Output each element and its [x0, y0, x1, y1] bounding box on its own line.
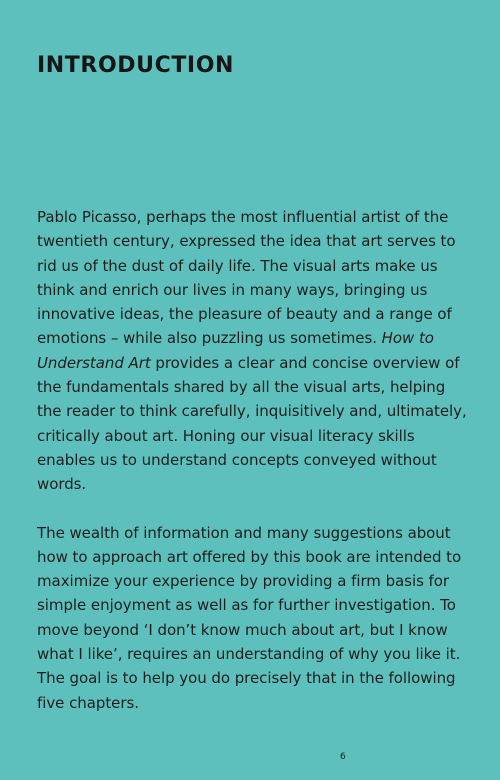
book-title-italic: How to Understand Art	[37, 329, 434, 372]
paragraph-1-text-end: provides a clear and concise overview of the fundamentals shared by all the visual arts, helping the reader to think carefully, inquisitively and, ultimately, critically about art. Honing our visual literacy skills enables us to understand concepts conveyed without words.	[37, 353, 467, 494]
paragraph-2: The wealth of information and many suggestions about how to approach art offered by this book are intended to maximize your experience by providing a firm basis for simple enjoyment as well as for further investigation. To move beyond ‘I don’t know much about art, but I know what I like’, requires an understanding of why you like it. The goal is to help you do precisely that in the following five chapters.	[37, 523, 462, 712]
paragraph-1	[37, 205, 467, 497]
chapter-heading: INTRODUCTION	[37, 53, 235, 78]
body-text	[37, 205, 467, 715]
page-number: 6	[340, 752, 346, 762]
paragraph-1-text-start: Pablo Picasso, perhaps the most influential artist of the twentieth century, expressed the idea that art serves to rid us of the dust of daily life. The visual arts make us think and enrich our lives in many ways, bringing us innovative ideas, the pleasure of beauty and a range of emotions – while also puzzling us sometimes.	[37, 208, 456, 348]
